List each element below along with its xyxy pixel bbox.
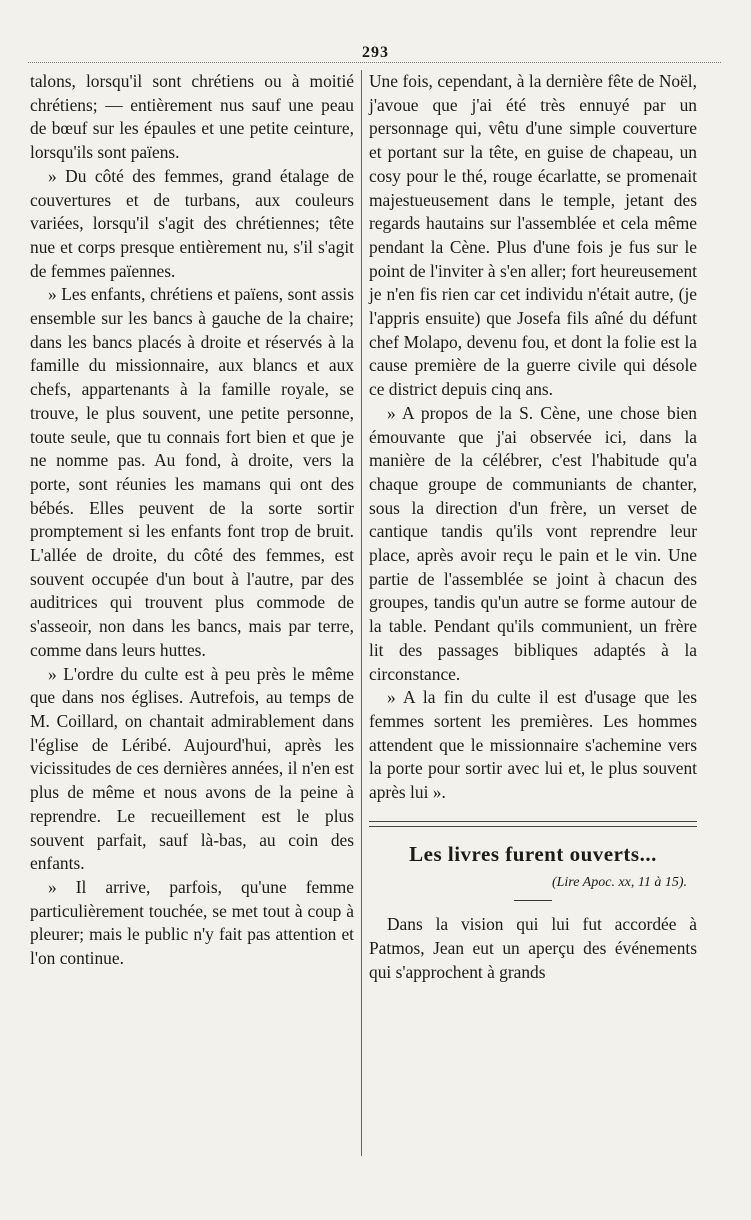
paragraph: » Les enfants, chrétiens et païens, sont assis ensemble sur les bancs à gauche de la chaire; dans les bancs placés à droite et réservés à la famille du missionnaire, aux blancs et aux chefs, appartenants à la famille royale, se trouve, le plus souvent, une petite personne, toute seule, que tu connais fort bien et que je ne nomme pas. Au fond, à droite, vers la porte, sont réunies les mamans qui ont des bébés. Elles peuvent de la sorte sortir promptement si les enfants font trop de bruit. L'allée de droite, du côté des femmes, est souvent occupée d'un bout à l'autre, par des auditrices qui trouvent plus commode de s'asseoir, non dans les bancs, mais par terre, comme dans leurs huttes. xyxy=(30,284,354,660)
section-reference: (Lire Apoc. xx, 11 à 15). xyxy=(551,874,687,890)
page-number: 293 xyxy=(362,44,389,61)
section-separator xyxy=(369,821,697,827)
paragraph: » L'ordre du culte est à peu près le même que dans nos églises. Autrefois, au temps de M. Coillard, on chantait admirablement dans l'église de Léribé. Aujourd'hui, après les vicissitudes de ces dernières années, il n'en est plus de même et nous avons de la peine à reprendre. Le recueillement est le plus souvent parfait, sauf là-bas, au coin des enfants. xyxy=(30,663,354,874)
paragraph: » Du côté des femmes, grand étalage de couvertures et de turbans, aux couleurs variées, lorsqu'il s'agit des chrétiennes; tête nue et corps presque entièrement nu, s'il s'agit de femmes païennes. xyxy=(30,165,354,281)
paragraph: » Il arrive, parfois, qu'une femme particulièrement touchée, se met tout à coup à pleurer; mais le public n'y fait pas attention et l'on continue. xyxy=(30,876,354,969)
left-column xyxy=(30,70,354,971)
column-divider xyxy=(361,70,362,1156)
paragraph: » A la fin du culte il est d'usage que les femmes sortent les premières. Les hommes attendent que le missionnaire s'achemine vers la porte pour sortir avec lui et, le plus souvent après lui ». xyxy=(369,687,697,803)
paragraph: » A propos de la S. Cène, une chose bien émouvante que j'ai observée ici, dans la manière de la célébrer, c'est l'habitude qu'a chaque groupe de communiants de chanter, sous la direction d'un frère, un verset de cantique tandis qu'ils vont reprendre leur place, après avoir reçu le pain et le vin. Une partie de l'assemblée se joint à chacun des groupes, tandis qu'un autre se forme autour de la table. Pendant qu'ils communient, un frère lit des passages bibliques adaptés à la circonstance. xyxy=(369,402,697,684)
section-title: Les livres furent ouverts... xyxy=(409,841,657,866)
title-rule xyxy=(514,900,552,901)
header-rule xyxy=(28,62,721,63)
paragraph: Dans la vision qui lui fut accordée à Patmos, Jean eut un aperçu des événements qui s'approchent à grands xyxy=(369,914,697,982)
paragraph: Une fois, cependant, à la dernière fête de Noël, j'avoue que j'ai été très ennuyé par un personnage qui, vêtu d'une simple couverture et portant sur la tête, en guise de chapeau, un cosy pour le thé, rouge écarlatte, se promenait majestueusement dans le temple, jetant des regards hautains sur l'assemblée et cela même pendant la Cène. Plus d'une fois je fus sur le point de l'inviter à s'en aller; fort heureusement je n'en fis rien car cet individu n'était autre, (je l'appris ensuite) que Josefa fils aîné du défunt chef Molapo, devenu fou, et dont la folie est la cause première de la guerre civile qui désole ce district depuis cinq ans. xyxy=(369,71,697,400)
right-column xyxy=(369,70,697,984)
paragraph: talons, lorsqu'il sont chrétiens ou à moitié chrétiens; — entièrement nus sauf une peau de bœuf sur les épaules et une petite ceinture, lorsqu'ils sont païens. xyxy=(30,71,354,163)
